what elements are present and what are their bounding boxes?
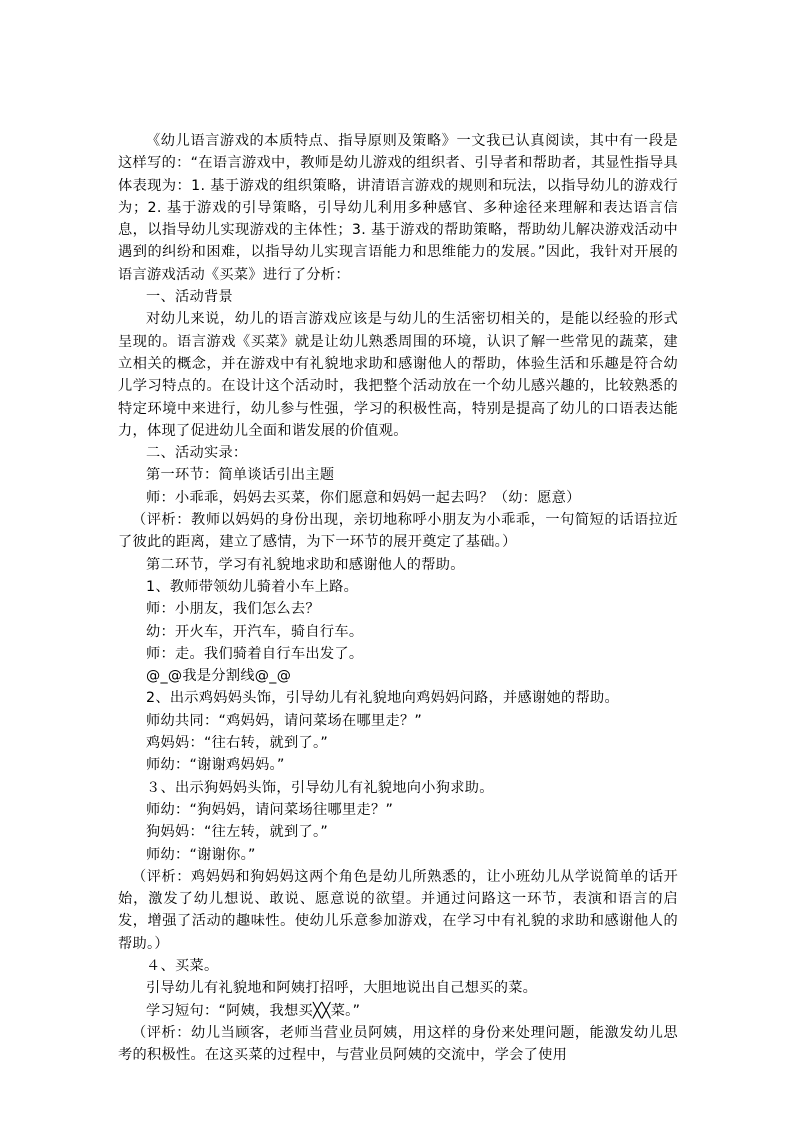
section2-step3: ３、出示狗妈妈头饰，引导幼儿有礼貌地向小狗求助。 bbox=[146, 779, 494, 796]
dialogue-line: 狗妈妈：“往左转，就到了。” bbox=[146, 824, 329, 841]
section1-comment: （评析：教师以妈妈的身份出现，亲切地称呼小朋友为小乖乖，一句简短的话语拉近了彼此的距离，建立了感情，为下一环节的展开奠定了基础。） bbox=[118, 512, 678, 551]
dialogue-line: 学习短句：“阿姨，我想买╳╳菜。” bbox=[146, 1002, 361, 1019]
dialogue-line: 引导幼儿有礼貌地和阿姨打招呼，大胆地说出自己想买的菜。 bbox=[146, 980, 538, 997]
document-page bbox=[118, 130, 678, 1066]
section2-step4: ４、买菜。 bbox=[146, 957, 219, 974]
heading-activity-record: 二、活动实录： bbox=[146, 445, 248, 462]
divider-text: @_@我是分割线@_@ bbox=[146, 668, 292, 685]
section2-title: 第二环节，学习有礼貌地求助和感谢他人的帮助。 bbox=[146, 556, 465, 573]
section2-step2: 2、出示鸡妈妈头饰，引导幼儿有礼貌地向鸡妈妈问路，并感谢她的帮助。 bbox=[146, 690, 619, 707]
intro-paragraph: 《幼儿语言游戏的本质特点、指导原则及策略》一文我已认真阅读，其中有一段是这样写的：“在语言游戏中，教师是幼儿游戏的组织者、引导者和帮助者，其显性指导具体表现为：1. 基于游戏的组织策略，讲清语言游戏的规则和玩法，以指导幼儿的游戏行为；2. 基于游戏的引导策略，引导幼儿利用多种感官、多种途径来理解和表达语言信息，以指导幼儿实现游戏的主体性；3. 基于游戏的帮助策略，帮助幼儿解决游戏活动中遇到的纠纷和困难，以指导幼儿实现言语能力和思维能力的发展。”因此，我针对开展的语言游戏活动《买菜》进行了分析： bbox=[118, 133, 678, 283]
section1-title: 第一环节：简单谈话引出主题 bbox=[146, 467, 335, 484]
section2-step1: 1、教师带领幼儿骑着小车上路。 bbox=[146, 578, 359, 595]
dialogue-line: 师幼：“谢谢鸡妈妈。” bbox=[146, 757, 285, 774]
dialogue-line: 师：走。我们骑着自行车出发了。 bbox=[146, 645, 364, 662]
background-paragraph: 对幼儿来说，幼儿的语言游戏应该是与幼儿的生活密切相关的，是能以经验的形式呈现的。语言游戏《买菜》就是让幼儿熟悉周围的环境，认识了解一些常见的蔬菜，建立相关的概念，并在游戏中有礼貌地求助和感谢他人的帮助，体验生活和乐趣是符合幼儿学习特点的。在设计这个活动时，我把整个活动放在一个幼儿感兴趣的，比较熟悉的特定环境中来进行，幼儿参与性强，学习的积极性高，特别是提高了幼儿的口语表达能力，体现了促进幼儿全面和谐发展的价值观。 bbox=[118, 311, 678, 439]
heading-background: 一、活动背景 bbox=[146, 289, 233, 306]
dialogue-line: 师幼共同：“鸡妈妈，请问菜场在哪里走？” bbox=[146, 712, 423, 729]
dialogue-line: 师幼：“狗妈妈，请问菜场往哪里走？” bbox=[146, 801, 394, 818]
dialogue-line: 师幼：“谢谢你。” bbox=[146, 846, 256, 863]
dialogue-line: 鸡妈妈：“往右转，就到了。” bbox=[146, 735, 329, 752]
dialogue-line: 师：小朋友，我们怎么去？ bbox=[146, 601, 320, 618]
section2-comment-2: （评析：幼儿当顾客，老师当营业员阿姨，用这样的身份来处理问题，能激发幼儿思考的积极性。在这买菜的过程中，与营业员阿姨的交流中，学会了使用 bbox=[118, 1024, 678, 1064]
section1-dialogue: 师：小乖乖，妈妈去买菜，你们愿意和妈妈一起去吗？（幼：愿意） bbox=[146, 489, 581, 506]
section2-comment: （评析：鸡妈妈和狗妈妈这两个角色是幼儿所熟悉的，让小班幼儿从学说简单的话开始，激发了幼儿想说、敢说、愿意说的欲望。并通过问路这一环节，表演和语言的启发，增强了活动的趣味性。使幼儿乐意参加游戏，在学习中有礼貌的求助和感谢他人的帮助。） bbox=[118, 868, 678, 952]
dialogue-line: 幼：开火车，开汽车，骑自行车。 bbox=[146, 623, 364, 640]
